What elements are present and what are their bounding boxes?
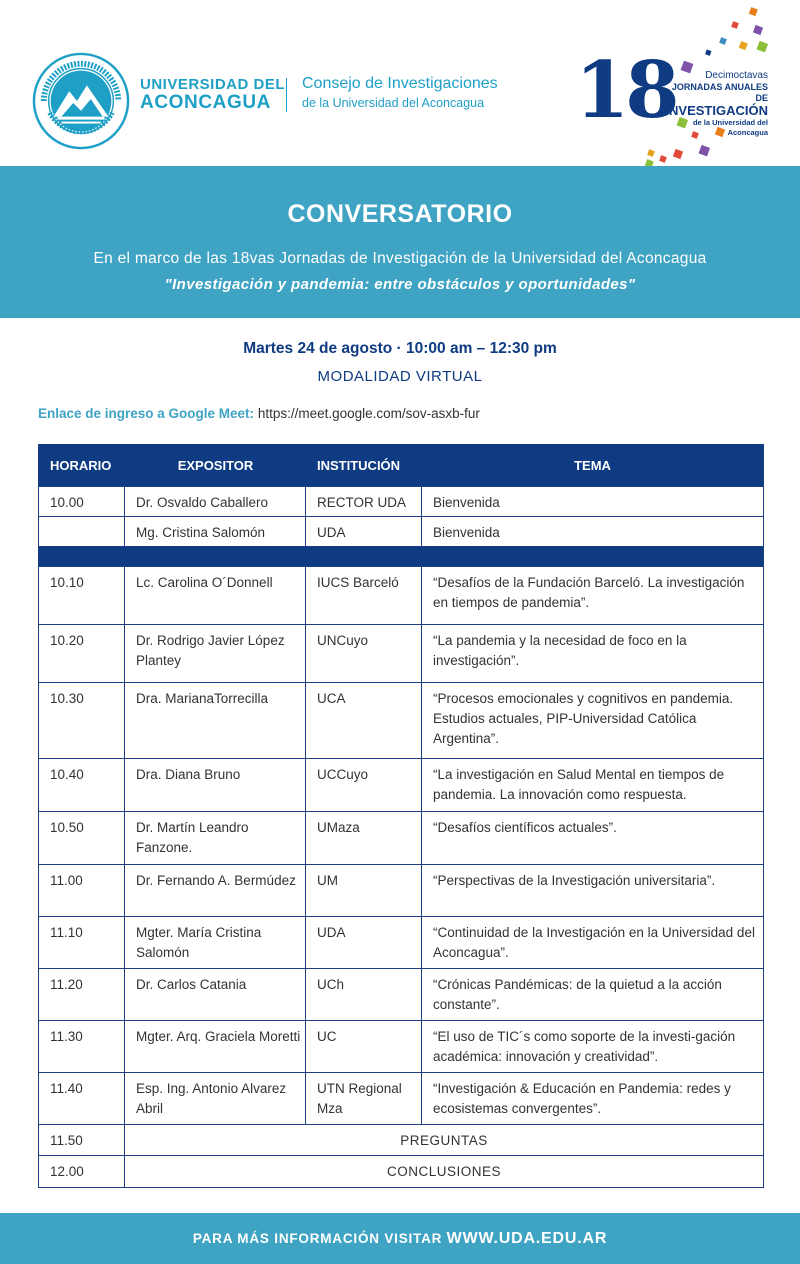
badge-text xyxy=(658,70,768,138)
cell-topic: “La pandemia y la necesidad de foco en la investigación”. xyxy=(433,633,687,668)
university-name-line2: ACONCAGUA xyxy=(140,92,272,113)
meet-link-label: Enlace de ingreso a Google Meet: xyxy=(38,406,255,421)
cell-topic: “Investigación & Educación en Pandemia: redes y ecosistemas convergentes”. xyxy=(433,1081,731,1116)
cell-time: 11.10 xyxy=(39,917,125,968)
cell-speaker: Dr. Fernando A. Bermúdez xyxy=(125,865,306,916)
cell-time: 10.00 xyxy=(39,487,125,516)
table-row xyxy=(39,1072,763,1124)
badge-line3: INVESTIGACIÓN xyxy=(665,103,768,118)
cell-institution: IUCS Barceló xyxy=(306,567,422,624)
schedule-table xyxy=(38,444,764,1188)
cell-topic: “Procesos emocionales y cognitivos en pandemia. Estudios actuales, PIP-Universidad Católica Argentina”. xyxy=(433,691,734,746)
page-header xyxy=(0,0,800,166)
cell-topic: Bienvenida xyxy=(433,495,500,510)
cell-time: 10.30 xyxy=(39,683,125,758)
table-row xyxy=(39,486,763,516)
badge-number: 18 xyxy=(575,45,676,136)
cell-session-label: PREGUNTAS xyxy=(400,1133,488,1148)
cell-institution: UDA xyxy=(306,917,422,968)
table-separator xyxy=(39,546,763,566)
header-horario: HORARIO xyxy=(50,457,112,473)
table-row xyxy=(39,1020,763,1072)
cell-time: 12.00 xyxy=(39,1156,125,1187)
cell-time: 10.20 xyxy=(39,625,125,682)
table-row xyxy=(39,968,763,1020)
cell-institution: UCh xyxy=(306,969,422,1020)
header-divider xyxy=(286,78,287,112)
council-name-line1: Consejo de Investigaciones xyxy=(302,75,498,92)
university-name-line1: UNIVERSIDAD DEL xyxy=(140,76,286,93)
council-name xyxy=(302,74,498,112)
event-title: CONVERSATORIO xyxy=(287,200,513,228)
cell-topic: “Desafíos científicos actuales”. xyxy=(433,820,617,835)
council-name-line2: de la Universidad del Aconcagua xyxy=(302,96,485,110)
cell-topic: “Continuidad de la Investigación en la Universidad del Aconcagua”. xyxy=(433,925,755,960)
cell-session-label: CONCLUSIONES xyxy=(386,1164,502,1179)
cell-speaker: Dr. Rodrigo Javier López Plantey xyxy=(125,625,306,682)
meet-link-url[interactable]: https://meet.google.com/sov-asxb-fur xyxy=(257,406,480,421)
table-header xyxy=(39,444,763,486)
event-subtitle: En el marco de las 18vas Jornadas de Investigación de la Universidad del Aconcagua xyxy=(93,250,707,267)
cell-topic: Bienvenida xyxy=(433,525,500,540)
cell-time: 11.00 xyxy=(39,865,125,916)
cell-institution: UNCuyo xyxy=(306,625,422,682)
badge-line1: Decimoctavas xyxy=(705,70,768,81)
event-banner xyxy=(0,166,800,318)
table-row xyxy=(39,864,763,916)
event-quote: "Investigación y pandemia: entre obstáculos y oportunidades" xyxy=(164,276,636,293)
cell-topic: “Desafíos de la Fundación Barceló. La investigación en tiempos de pandemia”. xyxy=(433,575,745,610)
cell-speaker: Dr. Carlos Catania xyxy=(125,969,306,1020)
cell-time: 10.40 xyxy=(39,759,125,811)
cell-speaker: Mgter. María Cristina Salomón xyxy=(125,917,306,968)
cell-time: 10.50 xyxy=(39,812,125,864)
table-row xyxy=(39,624,763,682)
table-row xyxy=(39,516,763,546)
university-seal-icon xyxy=(32,52,130,150)
cell-time: 11.20 xyxy=(39,969,125,1020)
cell-institution: UMaza xyxy=(306,812,422,864)
header-expositor: EXPOSITOR xyxy=(177,457,254,473)
cell-topic: “Crónicas Pandémicas: de la quietud a la acción constante”. xyxy=(433,977,722,1012)
header-tema: TEMA xyxy=(574,457,611,473)
cell-topic: “El uso de TIC´s como soporte de la investi-gación académica: innovación y creatividad”. xyxy=(433,1029,736,1064)
cell-speaker: Mgter. Arq. Graciela Moretti xyxy=(125,1021,306,1072)
cell-time: 10.10 xyxy=(39,567,125,624)
badge-line4: de la Universidad del Aconcagua xyxy=(692,118,768,137)
cell-institution: UM xyxy=(306,865,422,916)
cell-time: 11.50 xyxy=(39,1125,125,1155)
page-footer xyxy=(0,1213,800,1264)
header-institucion: INSTITUCIÓN xyxy=(317,457,401,473)
cell-institution: UCCuyo xyxy=(306,759,422,811)
cell-speaker: Dra. MarianaTorrecilla xyxy=(125,683,306,758)
table-row xyxy=(39,916,763,968)
cell-institution: UTN Regional Mza xyxy=(306,1073,422,1124)
footer-prefix: PARA MÁS INFORMACIÓN VISITAR xyxy=(192,1231,443,1246)
cell-time: 11.30 xyxy=(39,1021,125,1072)
cell-speaker: Mg. Cristina Salomón xyxy=(125,517,306,546)
cell-time: 11.40 xyxy=(39,1073,125,1124)
footer-url[interactable]: WWW.UDA.EDU.AR xyxy=(446,1230,608,1247)
cell-topic: “Perspectivas de la Investigación universitaria”. xyxy=(433,873,716,888)
event-date: Martes 24 de agosto · 10:00 am – 12:30 pm xyxy=(243,340,557,357)
cell-time xyxy=(39,517,125,546)
table-row-conclusions xyxy=(39,1155,763,1187)
meet-link-line xyxy=(38,406,480,421)
cell-speaker: Dr. Martín Leandro Fanzone. xyxy=(125,812,306,864)
cell-speaker: Esp. Ing. Antonio Alvarez Abril xyxy=(125,1073,306,1124)
table-row xyxy=(39,758,763,811)
event-modality: MODALIDAD VIRTUAL xyxy=(317,368,483,385)
university-name xyxy=(140,76,285,112)
cell-institution: UDA xyxy=(306,517,422,546)
cell-institution: RECTOR UDA xyxy=(306,487,422,516)
cell-speaker: Dr. Osvaldo Caballero xyxy=(125,487,306,516)
cell-speaker: Lc. Carolina O´Donnell xyxy=(125,567,306,624)
table-row xyxy=(39,566,763,624)
cell-topic: “La investigación en Salud Mental en tiempos de pandemia. La innovación como respuesta. xyxy=(433,767,725,802)
table-row-questions xyxy=(39,1124,763,1155)
cell-speaker: Dra. Diana Bruno xyxy=(125,759,306,811)
cell-institution: UCA xyxy=(306,683,422,758)
table-row xyxy=(39,811,763,864)
badge-line2: JORNADAS ANUALES DE xyxy=(671,82,768,103)
table-row xyxy=(39,682,763,758)
cell-institution: UC xyxy=(306,1021,422,1072)
